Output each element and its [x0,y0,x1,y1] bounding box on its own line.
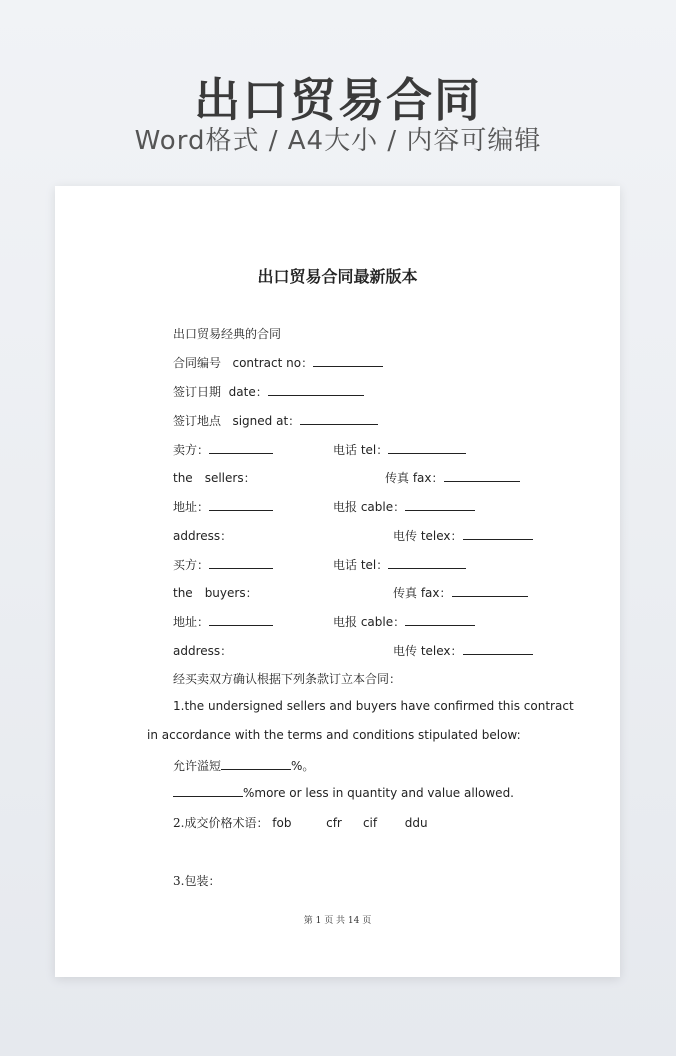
term-cif: cif [362,816,378,830]
seller-label: 卖方： [173,443,210,457]
tolerance-en-line [173,785,514,800]
seller-addr-blank[interactable] [209,499,273,511]
buyer-telex-blank[interactable] [463,643,533,655]
clause2-label: 2.成交价格术语： [173,816,269,830]
document-title: 出口贸易合同最新版本 [257,267,418,286]
the-sellers-label: the sellers： [173,471,256,485]
buyer-addr-line [173,613,273,630]
contract-no-en: contract no： [232,356,314,370]
buyer-telex-line [393,642,533,659]
term-cfr: cfr [326,816,342,830]
buyer-telex-label: 电传 telex： [393,644,463,658]
clause2-line [173,814,428,831]
tolerance-cn-blank[interactable] [221,758,291,770]
place-line [173,412,378,429]
seller-cable-line [333,498,475,515]
buyer-addr-blank[interactable] [209,614,273,626]
tolerance-cn-prefix: 允许溢短 [173,759,222,773]
buyer-tel-label: 电话 tel： [333,558,389,572]
buyer-cable-blank[interactable] [405,614,475,626]
place-cn: 签订地点 [173,414,222,428]
seller-fax-line [385,469,520,486]
seller-tel-line [333,441,466,458]
tolerance-en-suffix: %more or less in quantity and value allowed. [243,786,514,800]
place-en: signed at： [232,414,301,428]
buyer-label: 买方： [173,558,210,572]
term-ddu: ddu [404,816,428,830]
seller-telex-blank[interactable] [463,528,533,540]
page-hero-title: 出口贸易合同 [194,73,482,127]
buyer-line [173,556,273,573]
buyer-addr-label: 地址： [173,615,210,629]
clause1-line1: 1.the undersigned sellers and buyers have confirmed this contract [173,699,574,713]
document-page [55,186,620,977]
seller-line [173,441,273,458]
buyer-tel-line [333,556,466,573]
agreement-line: 经买卖双方确认根据下列条款订立本合同： [173,672,402,686]
buyer-blank[interactable] [209,557,273,569]
buyer-address-en: address： [173,644,233,658]
seller-cable-label: 电报 cable： [333,500,406,514]
contract-no-line [173,354,383,371]
buyer-fax-line [393,584,528,601]
seller-telex-label: 电传 telex： [393,529,463,543]
clause1-line2: in accordance with the terms and conditions stipulated below: [147,728,521,742]
intro-line: 出口贸易经典的合同 [173,327,282,341]
buyer-cable-line [333,613,475,630]
clause3-line: 3.包装： [173,874,221,888]
contract-no-blank[interactable] [313,355,383,367]
contract-no-cn: 合同编号 [173,356,222,370]
seller-addr-line [173,498,273,515]
buyer-fax-label: 传真 fax： [393,586,452,600]
tolerance-en-blank[interactable] [173,785,243,797]
buyer-fax-blank[interactable] [452,585,528,597]
term-fob: fob [272,816,292,830]
date-cn: 签订日期 [173,385,222,399]
page-hero-subtitle: Word格式 / A4大小 / 内容可编辑 [134,126,542,156]
seller-blank[interactable] [209,442,273,454]
tolerance-cn-line [173,757,314,774]
date-en: date： [228,385,268,399]
buyer-tel-blank[interactable] [388,557,466,569]
the-buyers-label: the buyers： [173,586,258,600]
page-footer: 第 1 页 共 14 页 [303,916,372,926]
seller-tel-blank[interactable] [388,442,466,454]
date-blank[interactable] [268,384,364,396]
place-blank[interactable] [300,413,378,425]
seller-tel-label: 电话 tel： [333,443,389,457]
seller-addr-label: 地址： [173,500,210,514]
buyer-cable-label: 电报 cable： [333,615,406,629]
seller-cable-blank[interactable] [405,499,475,511]
date-line [173,383,364,400]
seller-fax-label: 传真 fax： [385,471,444,485]
seller-address-en: address： [173,529,233,543]
tolerance-cn-suffix: %。 [291,759,315,773]
seller-telex-line [393,527,533,544]
seller-fax-blank[interactable] [444,470,520,482]
